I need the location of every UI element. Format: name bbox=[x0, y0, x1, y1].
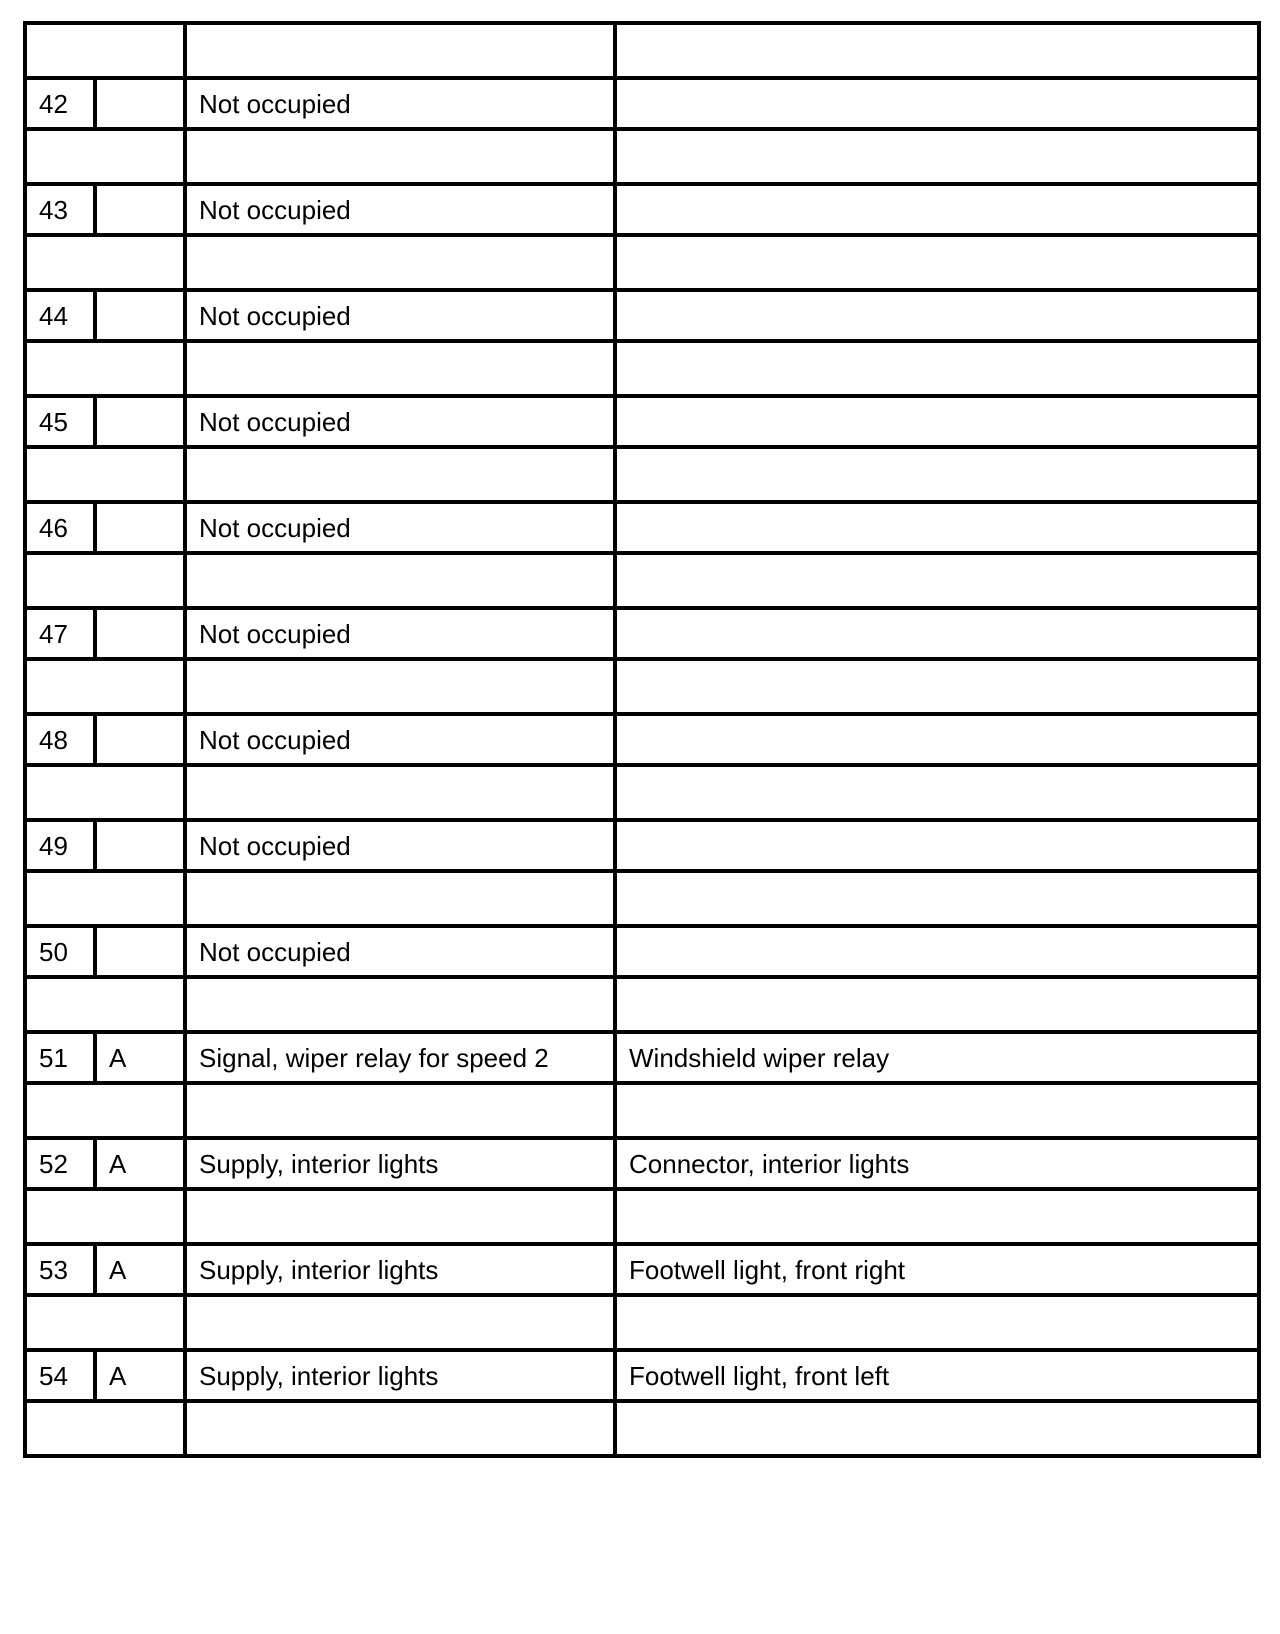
spacer-cell-component bbox=[615, 553, 1259, 608]
table-spacer-row bbox=[25, 1401, 1259, 1456]
spacer-cell-pin bbox=[25, 1083, 185, 1138]
table-row bbox=[25, 714, 1259, 765]
spacer-cell-pin bbox=[25, 765, 185, 820]
table-spacer-row bbox=[25, 235, 1259, 290]
spacer-cell-function bbox=[185, 659, 615, 714]
pin-component-cell bbox=[615, 820, 1259, 871]
pin-number-cell: 51 bbox=[25, 1032, 95, 1083]
pin-assignment-table bbox=[23, 21, 1261, 1458]
spacer-cell-pin bbox=[25, 235, 185, 290]
pin-code-cell: A bbox=[95, 1032, 185, 1083]
pin-number-cell: 53 bbox=[25, 1244, 95, 1295]
pin-number-cell: 45 bbox=[25, 396, 95, 447]
table-row bbox=[25, 1138, 1259, 1189]
pin-number-cell: 42 bbox=[25, 78, 95, 129]
table-row bbox=[25, 1244, 1259, 1295]
table-spacer-row bbox=[25, 659, 1259, 714]
pin-component-cell bbox=[615, 78, 1259, 129]
spacer-cell-function bbox=[185, 129, 615, 184]
pin-number-cell: 54 bbox=[25, 1350, 95, 1401]
pin-code-cell bbox=[95, 926, 185, 977]
pin-code-cell bbox=[95, 396, 185, 447]
table-row bbox=[25, 396, 1259, 447]
pin-function-cell: Signal, wiper relay for speed 2 bbox=[185, 1032, 615, 1083]
spacer-cell-function bbox=[185, 871, 615, 926]
pin-component-cell bbox=[615, 184, 1259, 235]
table-spacer-row bbox=[25, 765, 1259, 820]
table-spacer-row bbox=[25, 1083, 1259, 1138]
spacer-cell-pin bbox=[25, 1189, 185, 1244]
pin-function-cell: Not occupied bbox=[185, 926, 615, 977]
table-row bbox=[25, 290, 1259, 341]
spacer-cell-function bbox=[185, 553, 615, 608]
pin-component-cell: Footwell light, front left bbox=[615, 1350, 1259, 1401]
pin-code-cell bbox=[95, 502, 185, 553]
pin-function-cell: Supply, interior lights bbox=[185, 1244, 615, 1295]
pin-component-cell: Footwell light, front right bbox=[615, 1244, 1259, 1295]
pin-component-cell bbox=[615, 290, 1259, 341]
pin-function-cell: Not occupied bbox=[185, 78, 615, 129]
spacer-cell-function bbox=[185, 1083, 615, 1138]
spacer-cell-component bbox=[615, 765, 1259, 820]
table-spacer-row bbox=[25, 129, 1259, 184]
spacer-cell-component bbox=[615, 659, 1259, 714]
pin-function-cell: Supply, interior lights bbox=[185, 1138, 615, 1189]
spacer-cell-pin bbox=[25, 341, 185, 396]
table-row bbox=[25, 1032, 1259, 1083]
table-spacer-row bbox=[25, 1189, 1259, 1244]
pin-number-cell: 46 bbox=[25, 502, 95, 553]
table-row bbox=[25, 820, 1259, 871]
header-cell-function bbox=[185, 23, 615, 78]
pin-function-cell: Not occupied bbox=[185, 184, 615, 235]
table-spacer-row bbox=[25, 341, 1259, 396]
table-header-row bbox=[25, 23, 1259, 78]
spacer-cell-pin bbox=[25, 1401, 185, 1456]
pin-function-cell: Not occupied bbox=[185, 820, 615, 871]
spacer-cell-function bbox=[185, 1401, 615, 1456]
spacer-cell-component bbox=[615, 235, 1259, 290]
table-spacer-row bbox=[25, 553, 1259, 608]
table-row bbox=[25, 502, 1259, 553]
spacer-cell-function bbox=[185, 765, 615, 820]
spacer-cell-component bbox=[615, 977, 1259, 1032]
pin-function-cell: Not occupied bbox=[185, 502, 615, 553]
pin-component-cell bbox=[615, 502, 1259, 553]
spacer-cell-pin bbox=[25, 447, 185, 502]
spacer-cell-pin bbox=[25, 129, 185, 184]
pin-number-cell: 48 bbox=[25, 714, 95, 765]
pin-code-cell bbox=[95, 820, 185, 871]
pin-function-cell: Not occupied bbox=[185, 290, 615, 341]
pin-number-cell: 50 bbox=[25, 926, 95, 977]
pin-code-cell bbox=[95, 78, 185, 129]
spacer-cell-function bbox=[185, 977, 615, 1032]
table-row bbox=[25, 608, 1259, 659]
pin-function-cell: Not occupied bbox=[185, 608, 615, 659]
pin-code-cell bbox=[95, 608, 185, 659]
pin-code-cell: A bbox=[95, 1350, 185, 1401]
pin-component-cell bbox=[615, 714, 1259, 765]
pin-component-cell: Windshield wiper relay bbox=[615, 1032, 1259, 1083]
pin-number-cell: 49 bbox=[25, 820, 95, 871]
spacer-cell-function bbox=[185, 341, 615, 396]
spacer-cell-component bbox=[615, 1295, 1259, 1350]
spacer-cell-function bbox=[185, 1295, 615, 1350]
spacer-cell-component bbox=[615, 447, 1259, 502]
table-spacer-row bbox=[25, 1295, 1259, 1350]
pin-component-cell bbox=[615, 926, 1259, 977]
pin-number-cell: 44 bbox=[25, 290, 95, 341]
pin-component-cell: Connector, interior lights bbox=[615, 1138, 1259, 1189]
header-cell-pin bbox=[25, 23, 185, 78]
pin-function-cell: Supply, interior lights bbox=[185, 1350, 615, 1401]
pin-code-cell: A bbox=[95, 1138, 185, 1189]
pin-number-cell: 47 bbox=[25, 608, 95, 659]
pin-code-cell bbox=[95, 184, 185, 235]
table-spacer-row bbox=[25, 447, 1259, 502]
table-row bbox=[25, 184, 1259, 235]
pin-component-cell bbox=[615, 608, 1259, 659]
pin-number-cell: 43 bbox=[25, 184, 95, 235]
table-spacer-row bbox=[25, 977, 1259, 1032]
spacer-cell-function bbox=[185, 447, 615, 502]
spacer-cell-function bbox=[185, 1189, 615, 1244]
spacer-cell-component bbox=[615, 129, 1259, 184]
pin-component-cell bbox=[615, 396, 1259, 447]
pin-code-cell: A bbox=[95, 1244, 185, 1295]
pin-code-cell bbox=[95, 290, 185, 341]
spacer-cell-pin bbox=[25, 659, 185, 714]
spacer-cell-pin bbox=[25, 1295, 185, 1350]
spacer-cell-pin bbox=[25, 977, 185, 1032]
table-row bbox=[25, 926, 1259, 977]
table-row bbox=[25, 78, 1259, 129]
spacer-cell-component bbox=[615, 1189, 1259, 1244]
spacer-cell-component bbox=[615, 341, 1259, 396]
spacer-cell-pin bbox=[25, 871, 185, 926]
spacer-cell-function bbox=[185, 235, 615, 290]
pin-assignment-table-container bbox=[23, 21, 1257, 1458]
table-row bbox=[25, 1350, 1259, 1401]
pin-code-cell bbox=[95, 714, 185, 765]
table-spacer-row bbox=[25, 871, 1259, 926]
header-cell-component bbox=[615, 23, 1259, 78]
pin-function-cell: Not occupied bbox=[185, 714, 615, 765]
spacer-cell-component bbox=[615, 871, 1259, 926]
spacer-cell-pin bbox=[25, 553, 185, 608]
spacer-cell-component bbox=[615, 1401, 1259, 1456]
spacer-cell-component bbox=[615, 1083, 1259, 1138]
pin-function-cell: Not occupied bbox=[185, 396, 615, 447]
pin-number-cell: 52 bbox=[25, 1138, 95, 1189]
